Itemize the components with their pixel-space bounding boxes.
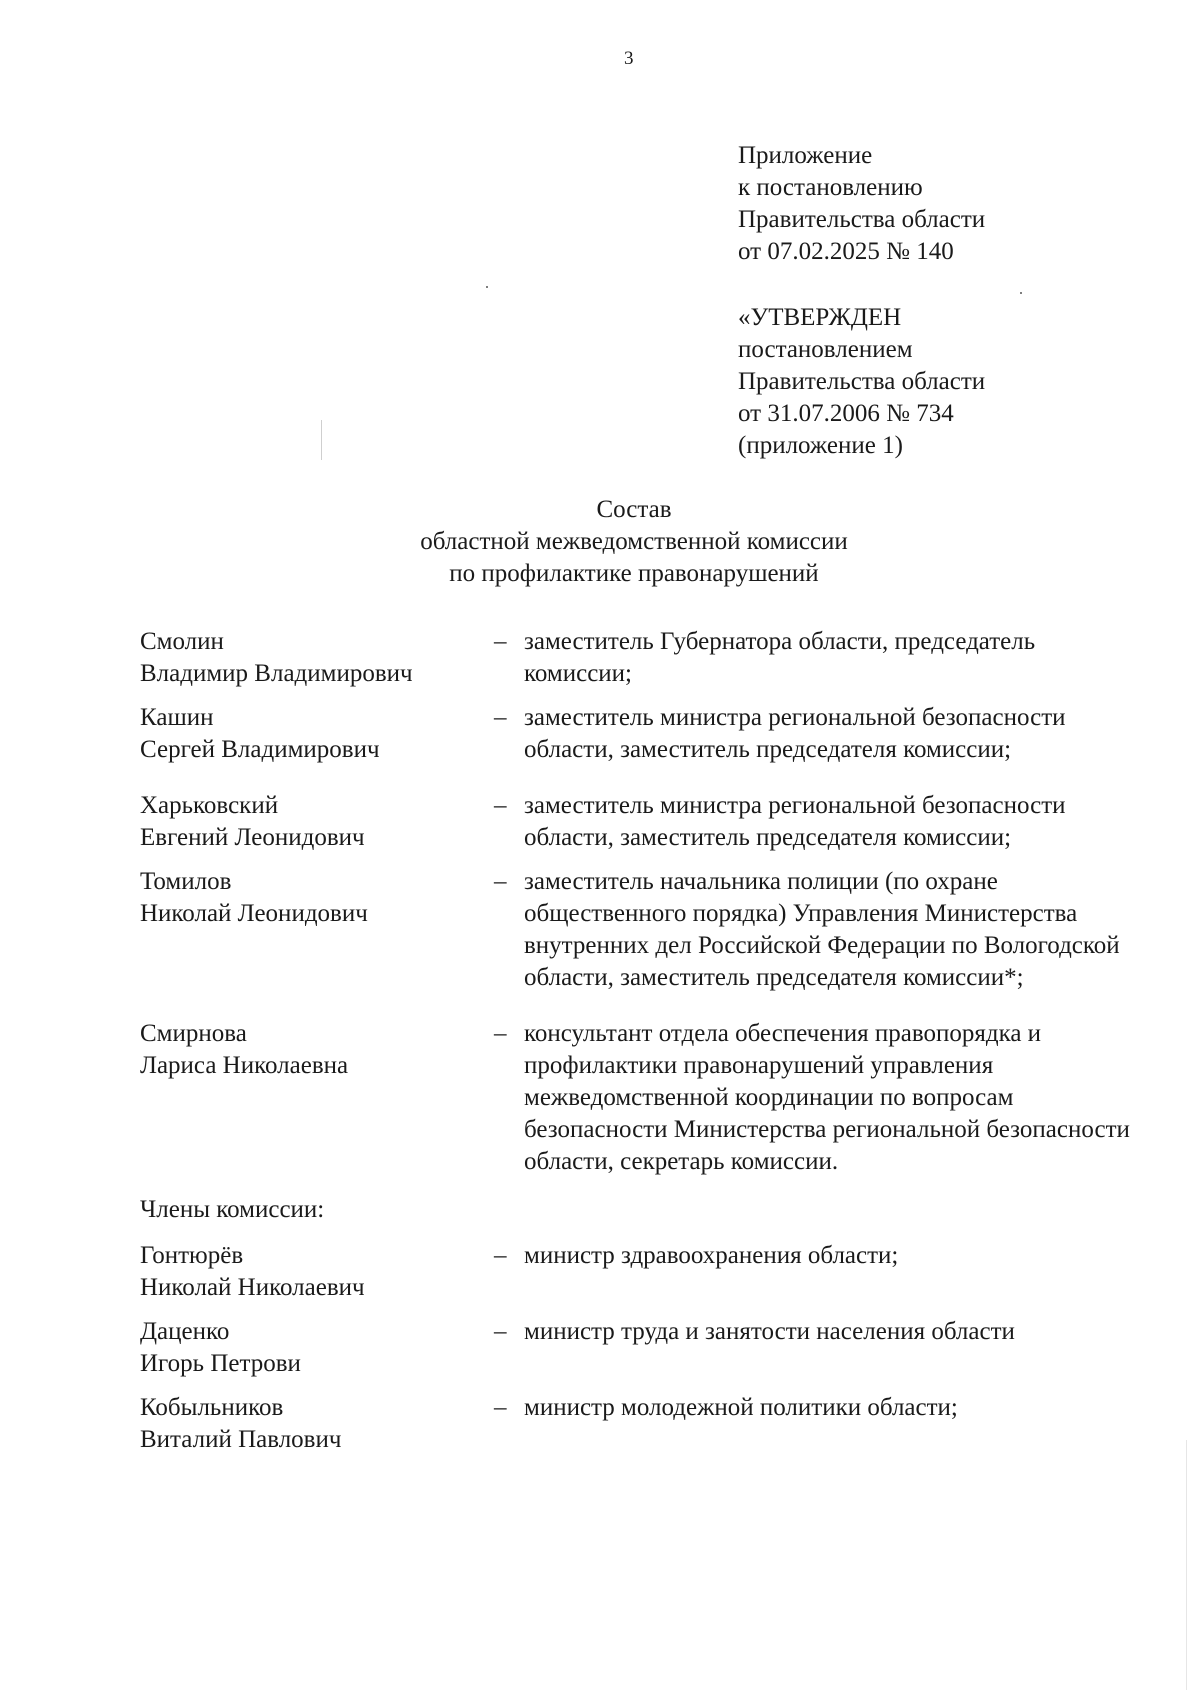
appendix-line: к постановлению [738,174,923,201]
title-line: Состав [596,496,672,523]
leader-row [140,1018,1140,1178]
member-name [140,1392,494,1456]
appendix-line: от 07.02.2025 № 140 [738,238,954,265]
member-given-names: Виталий Павлович [140,1426,342,1453]
leader-row [140,626,1140,690]
member-name [140,1018,494,1178]
member-name [140,1316,494,1380]
dash-separator: – [494,868,507,895]
member-surname: Смирнова [140,1020,247,1047]
member-given-names: Николай Николаевич [140,1274,365,1301]
approved-line: «УТВЕРЖДЕН [738,304,902,331]
member-given-names: Евгений Леонидович [140,824,365,851]
member-role: министр труда и занятости населения области [524,1318,1015,1345]
member-name [140,866,494,994]
leader-row [140,866,1140,994]
member-role: заместитель министра региональной безопасности области, заместитель председателя комиссии; [524,792,1066,851]
scan-edge-line [1186,1440,1187,1690]
member-given-names: Владимир Владимирович [140,660,413,687]
appendix-line: Правительства области [738,206,986,233]
approval-stamp-block [738,302,1158,462]
title-line: по профилактике правонарушений [449,560,819,587]
dash-separator: – [494,704,507,731]
member-name [140,626,494,690]
dash-separator: – [494,1020,507,1047]
appendix-line: Приложение [738,142,873,169]
dash-separator: – [494,792,507,819]
dash-separator: – [494,1394,507,1421]
leader-row [140,790,1140,854]
member-name [140,1240,494,1304]
commission-members-list [140,626,1140,1468]
member-name [140,702,494,766]
approved-line: Правительства области [738,368,986,395]
member-row [140,1392,1140,1456]
member-given-names: Лариса Николаевна [140,1052,349,1079]
member-role: министр молодежной политики области; [524,1394,958,1421]
member-surname: Смолин [140,628,224,655]
page-number: 3 [624,48,634,69]
member-surname: Томилов [140,868,232,895]
member-surname: Кашин [140,704,214,731]
member-surname: Кобыльников [140,1394,284,1421]
member-role: заместитель министра региональной безопасности области, заместитель председателя комиссии; [524,704,1066,763]
member-row [140,1240,1140,1304]
member-role: заместитель начальника полиции (по охране общественного порядка) Управления Министерства внутренних дел Российской Федерации по Вологодской области, заместитель председателя комиссии*; [524,868,1120,991]
members-heading: Члены комиссии: [140,1196,325,1223]
scan-speck [486,286,488,288]
member-row [140,1316,1140,1380]
member-given-names: Игорь Петрови [140,1350,301,1377]
member-role: заместитель Губернатора области, председатель комиссии; [524,628,1036,687]
scan-fold-line [321,420,322,460]
member-surname: Даценко [140,1318,230,1345]
scan-speck [1020,292,1022,294]
member-name [140,790,494,854]
appendix-reference-block [738,140,1158,268]
member-surname: Харьковский [140,792,279,819]
title-line: областной межведомственной комиссии [420,528,848,555]
dash-separator: – [494,1242,507,1269]
member-role: консультант отдела обеспечения правопорядка и профилактики правонарушений управления межведомственной координации по вопросам безопасности Министерства региональной безопасности области, секретарь комиссии. [524,1020,1130,1175]
approved-line: (приложение 1) [738,432,903,459]
dash-separator: – [494,628,507,655]
member-role: министр здравоохранения области; [524,1242,899,1269]
member-given-names: Николай Леонидович [140,900,368,927]
dash-separator: – [494,1318,507,1345]
leader-row [140,702,1140,766]
member-surname: Гонтюрёв [140,1242,244,1269]
approved-line: постановлением [738,336,913,363]
approved-line: от 31.07.2006 № 734 [738,400,954,427]
member-given-names: Сергей Владимирович [140,736,380,763]
document-title [34,494,1200,590]
